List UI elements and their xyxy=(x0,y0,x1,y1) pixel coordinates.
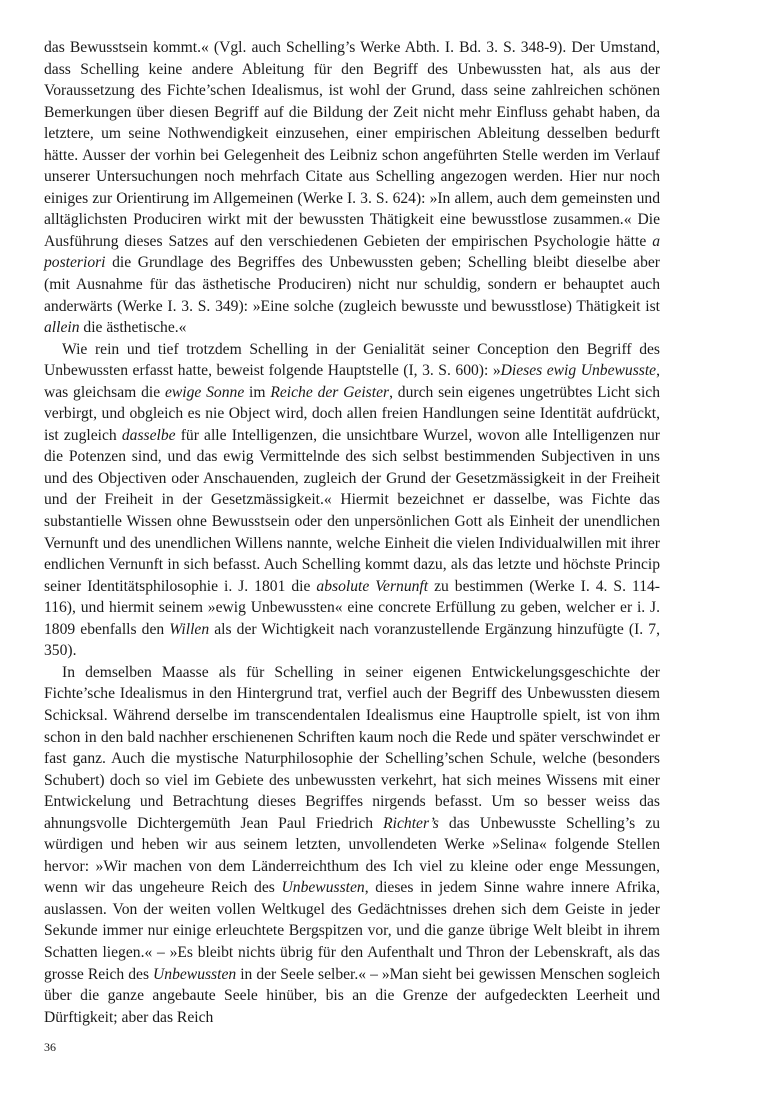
italic-text: a posteriori xyxy=(44,232,660,272)
italic-text: Unbewussten xyxy=(281,879,365,897)
text-run: das Unbewusste Schelling’s zu würdigen und heben wir aus seinem letzten, unvollendeten Werke »Selina« folgende Stellen hervor: »Wir machen von dem Länderreichthum des Ich viel zu kleine oder enge Messungen, wenn wir das ungeheure Reich des xyxy=(44,814,660,897)
paragraph xyxy=(44,37,660,339)
italic-text: allein xyxy=(44,319,80,337)
italic-text: Reiche der Geister xyxy=(270,383,390,401)
text-run: In demselben Maasse als für Schelling in seiner eigenen Entwickelungsgeschichte der Fichte’sche Idealismus in den Hintergrund trat, verfiel auch der Begriff des Unbewussten diesem Schicksal. Während derselbe im transcendentalen Idealismus eine Hauptrolle spielt, ist von ihm schon in den bald nachher erschienenen Schriften kaum noch die Rede und später verschwindet er fast ganz. Auch die mystische Naturphilosophie der Schelling’schen Schule, welche (besonders Schubert) doch so viel im Gebiete des unbewussten verkehrt, hat sich meines Wissens mit einer Entwickelung und Betrachtung dieses Begriffes nirgends befasst. Um so besser weiss das ahnungsvolle Dichtergemüth Jean Paul Friedrich xyxy=(44,663,660,832)
text-run: das Bewusstsein kommt.« (Vgl. auch Schelling’s Werke Abth. I. Bd. 3. S. 348-9). Der Umstand, dass Schelling keine andere Ableitung für den Begriff des Unbewussten hat, als aus der Voraussetzung des Fichte’schen Idealismus, ist wohl der Grund, dass seine zahlreichen schönen Bemerkungen über diesen Begriff auf die Bildung der Zeit nicht mehr Einfluss gehabt haben, da letztere, um seine Nothwendigkeit einzusehen, einer empirischen Ableitung desselben bedurft hätte. Ausser der vorhin bei Gelegenheit des Leibniz schon angeführten Stelle werden im Verlauf unserer Untersuchungen noch mehrfach Citate aus Schelling angezogen werden. Hier nur noch einiges zur Orientirung im Allgemeinen (Werke I. 3. S. 624): »In allem, auch dem gemeinsten und alltäglichsten Produciren wirkt mit der bewussten Thätigkeit eine bewusstlose zusammen.« Die Ausführung dieses Satzes auf den verschiedenen Gebieten der empirischen Psychologie hätte xyxy=(44,39,660,250)
page-body xyxy=(44,37,660,1028)
text-run: , dieses in jedem Sinne wahre innere Afrika, auslassen. Von der weiten vollen Weltkugel des Gedächtnisses drehen sich dem Geiste in jeder Sekunde immer nur einige erleuchtete Bergspitzen vor, und die ganze übrige Welt bleibt in ihrem Schatten liegen.« – »Es bleibt nichts übrig für den Aufenthalt und Thron der Lebenskraft, als das grosse Reich des xyxy=(44,879,661,983)
paragraph xyxy=(44,662,660,1028)
text-run: für alle Intelligenzen, die unsichtbare Wurzel, wovon alle Intelligenzen nur die Potenzen sind, und das ewig Vermittelnde des sich selbst bestimmenden Subjectiven in uns und des Objectiven oder Anschauenden, zugleich der Grund der Gesetzmässigkeit in der Freiheit und der Freiheit in der Gesetzmässigkeit.« Hiermit bezeichnet er dasselbe, was Fichte das substantielle Wissen ohne Bewusstsein oder den unpersönlichen Gott als Einheit der unendlichen Vernunft und des unendlichen Willens nannte, welche Einheit die vielen Individualwillen mit ihrer endlichen Vernunft in sich befasst. Auch Schelling kommt dazu, als das letzte und höchste Princip seiner Identitätsphilosophie i. J. 1801 die xyxy=(44,426,660,595)
text-run: in der Seele selber.« – »Man sieht bei gewissen Menschen sogleich über die ganze angebaute Seele hinüber, bis an die Grenze der aufgedeckten Leerheit und Dürftigkeit; aber das Reich xyxy=(44,965,660,1026)
text-run: , durch sein eigenes ungetrübtes Licht sich verbirgt, und obgleich es nie Object wird, doch allen freien Handlungen seine Identität aufdrückt, ist zugleich xyxy=(44,383,660,444)
text-run: die ästhetische.« xyxy=(79,319,187,337)
paragraph xyxy=(44,339,660,662)
italic-text: ewige Sonne xyxy=(164,383,245,401)
text-run: , was gleichsam die xyxy=(44,362,660,401)
body-text xyxy=(44,37,660,1028)
text-run: im xyxy=(244,383,271,401)
italic-text: Richter’s xyxy=(383,814,439,832)
italic-text: absolute Vernunft xyxy=(316,577,429,595)
page-number: 36 xyxy=(44,1040,56,1054)
italic-text: dasselbe xyxy=(121,426,176,444)
italic-text: Unbewussten xyxy=(153,965,237,983)
text-run: die Grundlage des Begriffes des Unbewussten geben; Schelling bleibt dieselbe aber (mit Ausnahme für das ästhetische Produciren) nicht nur schuldig, sondern er behauptet auch anderwärts (Werke I. 3. S. 349): »Eine solche (zugleich bewusste und bewusstlose) Thätigkeit ist xyxy=(44,254,660,315)
text-run: zu bestimmen (Werke I. 4. S. 114-116), und hiermit seinem »ewig Unbewussten« eine concrete Erfüllung zu geben, welcher er i. J. 1809 ebenfalls den xyxy=(44,577,660,638)
text-run: als der Wichtigkeit nach voranzustellende Ergänzung hinzufügte (I. 7, 350). xyxy=(44,620,660,660)
italic-text: Willen xyxy=(169,620,210,638)
italic-text: Dieses ewig Unbewusste xyxy=(500,362,657,380)
text-run: Wie rein und tief trotzdem Schelling in der Genialität seiner Conception den Begriff des Unbewussten erfasst hatte, beweist folgende Hauptstelle (I, 3. S. 600): » xyxy=(44,340,660,380)
